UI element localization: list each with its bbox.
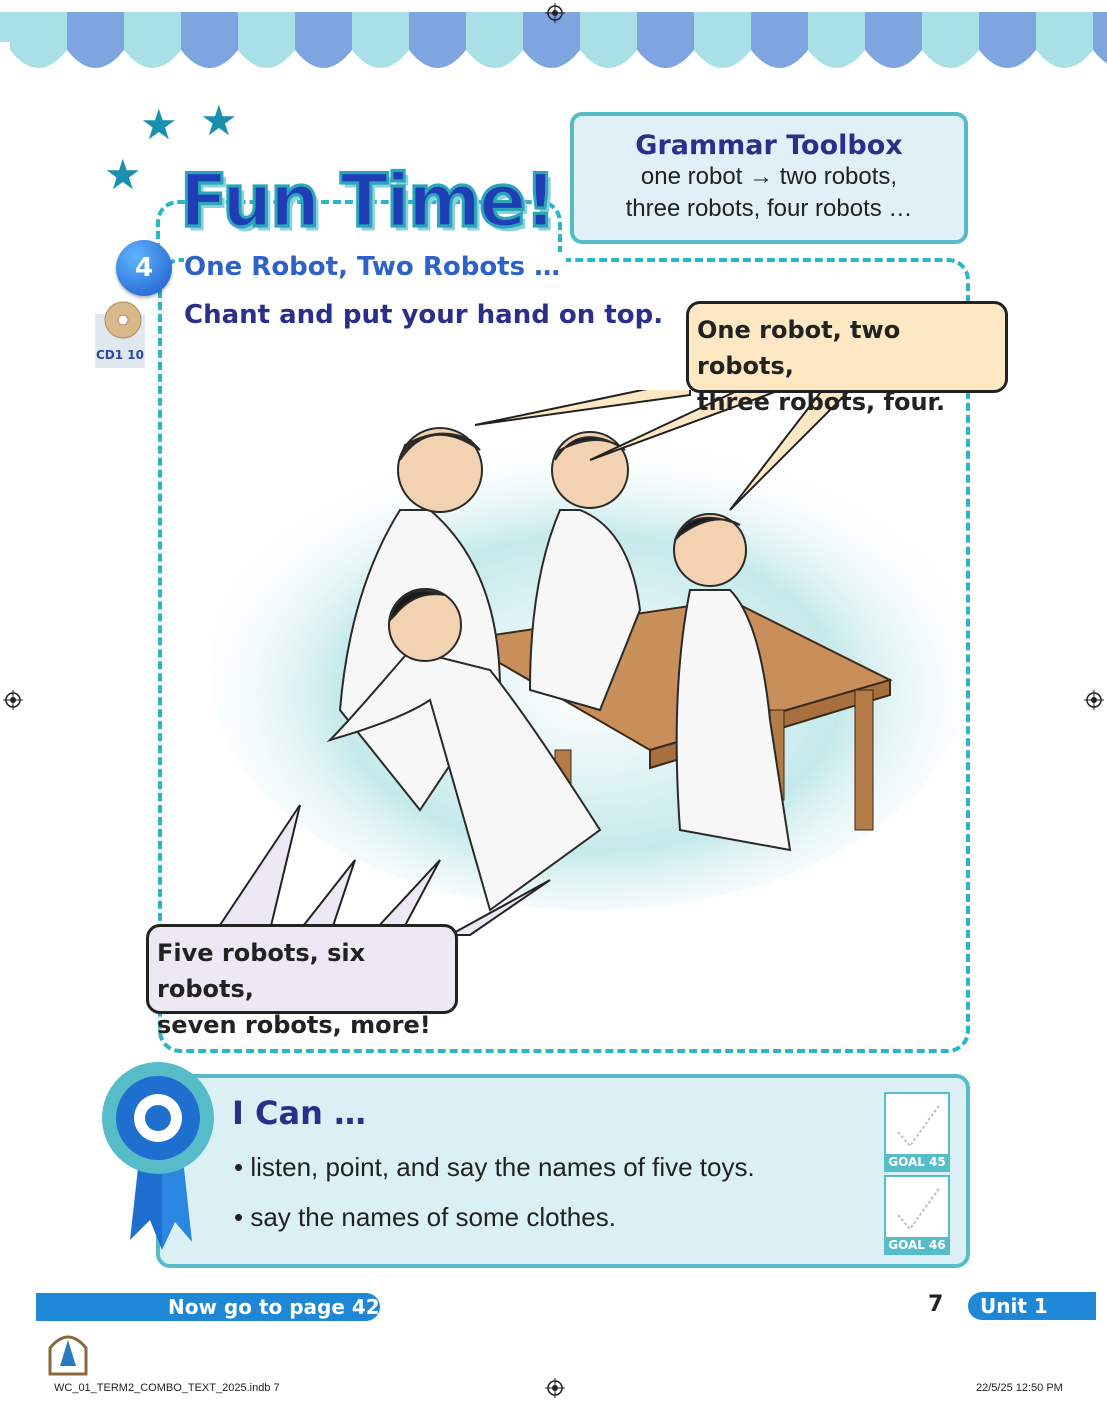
grammar-singular: one robot: [640, 163, 743, 190]
audio-track-label: CD1 10: [96, 348, 144, 362]
now-go-label: Now go to page 42: [168, 1295, 380, 1319]
registration-mark-top: [545, 3, 565, 23]
awning-scallop: [979, 12, 1036, 68]
award-ribbon-icon: [100, 1060, 220, 1250]
goal-label: GOAL 46: [886, 1237, 948, 1253]
registration-mark-bottom: [545, 1378, 565, 1398]
awning-scallop: [1036, 12, 1093, 68]
unit-tab: Unit 1: [968, 1292, 1096, 1320]
awning-scallop: [67, 12, 124, 68]
bubble-line: Five robots, six robots,: [157, 939, 366, 1003]
awning-scallop: [865, 12, 922, 68]
awning-scallop: [637, 12, 694, 68]
registration-mark-left: [3, 690, 23, 710]
checkmark-icon: [886, 1177, 948, 1237]
star-icon: ★: [140, 100, 178, 149]
star-icon: ★: [104, 150, 142, 199]
awning-scallop: [1093, 12, 1107, 68]
arrow-icon: →: [749, 163, 774, 190]
bullet: •: [234, 1152, 251, 1182]
activity-title: One Robot, Two Robots …: [184, 252, 566, 282]
grammar-line-1: [574, 161, 964, 193]
goal-label: GOAL 45: [886, 1154, 948, 1170]
grammar-line-2: three robots, four robots …: [625, 195, 913, 222]
print-timestamp: 22/5/25 12:50 PM: [976, 1382, 1063, 1394]
bullet: •: [234, 1202, 251, 1232]
awning-scallop: [580, 12, 637, 68]
awning-scallop: [808, 12, 865, 68]
i-can-item: [234, 1202, 616, 1233]
awning-scallop: [409, 12, 466, 68]
boys-at-table-illustration: [170, 390, 960, 950]
awning-scallop: [352, 12, 409, 68]
ministry-logo-icon: [46, 1326, 90, 1376]
i-can-title: I Can …: [232, 1094, 367, 1132]
now-go-to-page-banner[interactable]: [36, 1293, 380, 1321]
page-title: Fun Time!: [180, 157, 555, 245]
activity-instruction: Chant and put your hand on top.: [184, 300, 664, 330]
i-can-item-text: say the names of some clothes.: [250, 1202, 616, 1232]
awning-scallop: [694, 12, 751, 68]
awning-scallop: [181, 12, 238, 68]
grammar-plural: two robots,: [779, 163, 898, 190]
speech-bubble-top: [686, 301, 1008, 416]
grammar-toolbox: [570, 112, 968, 244]
checkmark-icon: [886, 1094, 948, 1154]
i-can-item-text: listen, point, and say the names of five toys.: [250, 1152, 755, 1182]
registration-mark-right: [1084, 690, 1104, 710]
awning-scallop: [922, 12, 979, 68]
awning-scallop: [751, 12, 808, 68]
goal-checkbox[interactable]: [884, 1175, 950, 1255]
awning-scallop: [10, 12, 67, 68]
star-icon: ★: [200, 96, 238, 145]
speech-bubble-bottom: [146, 924, 458, 1039]
bubble-line: One robot, two robots,: [697, 316, 901, 380]
awning-scallop: [466, 12, 523, 68]
file-slug: WC_01_TERM2_COMBO_TEXT_2025.indb 7: [54, 1382, 280, 1394]
bubble-line: seven robots, more!: [157, 1011, 431, 1039]
awning-scallop: [295, 12, 352, 68]
awning-scallop: [238, 12, 295, 68]
awning-scallop: [124, 12, 181, 68]
page-number: 7: [928, 1292, 944, 1317]
goal-checkbox[interactable]: [884, 1092, 950, 1172]
grammar-toolbox-title: Grammar Toolbox: [635, 130, 903, 161]
i-can-item: [234, 1152, 755, 1183]
bubble-line: three robots, four.: [697, 388, 946, 416]
activity-number-badge: 4: [116, 240, 172, 296]
